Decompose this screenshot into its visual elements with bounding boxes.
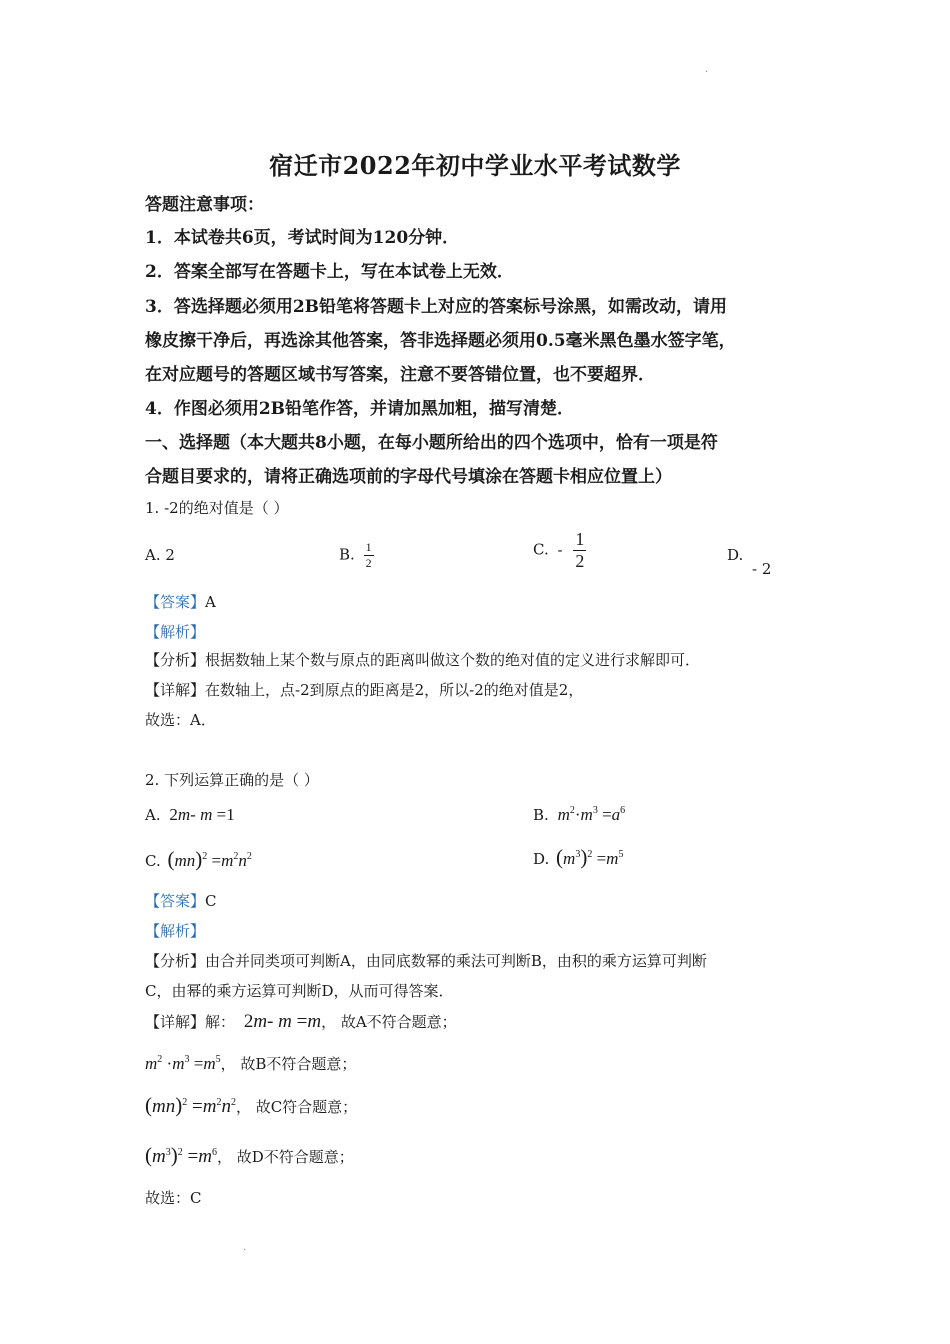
notice-item-4: 4．作图必须用2B铅笔作答，并请加黑加粗，描写清楚． bbox=[145, 399, 575, 419]
q1-option-c-numerator: 1 bbox=[575, 529, 585, 549]
q1-option-c bbox=[533, 529, 586, 572]
q2-option-d-expression: $(m^3)^2 =m^5$ bbox=[556, 845, 624, 869]
q2-option-a-label: A. bbox=[145, 806, 161, 824]
q1-option-c-label: C. bbox=[533, 540, 549, 559]
q1-option-b-fraction bbox=[364, 540, 374, 571]
notice-item-3: 3．答选择题必须用2B铅笔将答题卡上对应的答案标号涂黑，如需改动，请用 bbox=[145, 297, 728, 317]
q1-stem: 1. -2的绝对值是（ ） bbox=[145, 499, 289, 517]
q1-option-c-denominator: 2 bbox=[575, 551, 585, 571]
notice-item-2: 2．答案全部写在答题卡上，写在本试卷上无效． bbox=[145, 262, 514, 282]
q2-option-c bbox=[145, 847, 252, 872]
page-title: 宿迁市2022年初中学业水平考试数学 bbox=[269, 151, 681, 180]
q2-stem: 2. 下列运算正确的是（ ） bbox=[145, 771, 319, 789]
q1-answer-tag: 【答案】 bbox=[145, 593, 206, 611]
q1-xiangjie bbox=[145, 681, 583, 699]
q2-step-4-expression: $(m^3)^2 =m^6$ bbox=[145, 1143, 217, 1167]
q2-fenxi-tag: 【分析】 bbox=[145, 952, 206, 970]
q1-option-b bbox=[339, 540, 374, 571]
q2-fenxi-line1 bbox=[145, 952, 707, 970]
q2-step-1-expression: 2m- m =m bbox=[243, 1011, 322, 1032]
q2-solution-step-4 bbox=[145, 1144, 354, 1166]
q1-option-a: A. 2 bbox=[145, 546, 175, 564]
q2-solution-step-3 bbox=[145, 1094, 357, 1116]
section-heading: 一、选择题（本大题共8小题，在每小题所给出的四个选项中，恰有一项是符 bbox=[145, 433, 718, 453]
q2-answer-tag: 【答案】 bbox=[145, 892, 206, 910]
q2-solution-step-2 bbox=[145, 1051, 356, 1073]
q2-xiangjie-tag: 【详解】 bbox=[145, 1013, 206, 1031]
q2-answer bbox=[145, 892, 217, 910]
q1-option-c-fraction bbox=[573, 529, 586, 572]
q1-option-b-numerator: 1 bbox=[365, 540, 372, 554]
q1-fenxi-tag: 【分析】 bbox=[145, 651, 206, 669]
q2-option-c-expression: $(mn)^2 =m^2n^2$ bbox=[167, 847, 252, 871]
q2-jie: 解： bbox=[205, 1013, 236, 1031]
q2-solution-step-1 bbox=[145, 1013, 457, 1031]
q2-choose: 故选：C bbox=[145, 1189, 202, 1207]
q1-choose: 故选：A． bbox=[145, 711, 216, 729]
q2-option-d bbox=[533, 845, 623, 870]
q2-step-2-expression: $m^2 \cdot m^3 =m^5$ bbox=[145, 1054, 221, 1073]
q1-xiangjie-text: 在数轴上，点-2到原点的距离是2，所以-2的绝对值是2， bbox=[205, 681, 584, 699]
q1-option-b-label: B. bbox=[339, 545, 355, 564]
q1-answer-value: A bbox=[205, 593, 216, 611]
q1-fenxi bbox=[145, 651, 700, 669]
q1-option-c-sign: - bbox=[557, 540, 563, 559]
notice-heading: 答题注意事项： bbox=[145, 195, 264, 215]
q2-option-b bbox=[533, 805, 625, 825]
q1-fenxi-text: 根据数轴上某个数与原点的距离叫做这个数的绝对值的定义进行求解即可． bbox=[205, 651, 701, 669]
q1-option-d-label: D. bbox=[727, 546, 744, 564]
q1-option-b-denominator: 2 bbox=[365, 556, 372, 570]
q1-option-d bbox=[727, 546, 772, 578]
q2-analysis-tag: 【解析】 bbox=[145, 922, 206, 940]
q2-option-a bbox=[145, 805, 235, 825]
q1-xiangjie-tag: 【详解】 bbox=[145, 681, 206, 699]
q1-option-d-value: - 2 bbox=[752, 560, 772, 578]
q2-fenxi-line2: C，由幂的乘方运算可判断D，从而可得答案． bbox=[145, 982, 454, 1000]
q2-step-1-note: ， 故A不符合题意； bbox=[321, 1013, 457, 1031]
q1-answer bbox=[145, 593, 216, 611]
notice-item-1: 1．本试卷共6页，考试时间为120分钟． bbox=[145, 228, 460, 248]
q2-fenxi-text: 由合并同类项可判断A，由同底数幂的乘法可判断B，由积的乘方运算可判断 bbox=[205, 952, 707, 970]
notice-item-3-cont: 橡皮擦干净后，再选涂其他答案，答非选择题必须用0.5毫米黑色墨水签字笔， bbox=[145, 331, 736, 351]
q2-option-a-expression: 2m- m =1 bbox=[169, 805, 235, 824]
q2-option-d-label: D. bbox=[533, 850, 550, 868]
q2-option-b-label: B. bbox=[533, 806, 549, 824]
q2-step-2-note: ， 故B不符合题意； bbox=[220, 1055, 357, 1073]
section-heading-cont: 合题目要求的，请将正确选项前的字母代号填涂在答题卡相应位置上） bbox=[145, 467, 672, 487]
q2-option-c-label: C. bbox=[145, 852, 161, 870]
q2-option-b-expression: $m^2\cdot m^3 =a^6$ bbox=[557, 805, 626, 824]
q2-step-3-note: ， 故C符合题意； bbox=[235, 1098, 358, 1116]
q2-step-4-note: ， 故D不符合题意； bbox=[216, 1148, 354, 1166]
q2-step-3-expression: $(mn)^2 =m^2n^2$ bbox=[145, 1093, 236, 1117]
page-dot-top: . bbox=[705, 64, 709, 75]
q1-analysis-tag: 【解析】 bbox=[145, 623, 206, 641]
q2-answer-value: C bbox=[205, 892, 217, 910]
page-dot-bottom: . bbox=[243, 1242, 247, 1253]
notice-item-3-cont2: 在对应题号的答题区域书写答案，注意不要答错位置，也不要超界． bbox=[145, 365, 655, 385]
